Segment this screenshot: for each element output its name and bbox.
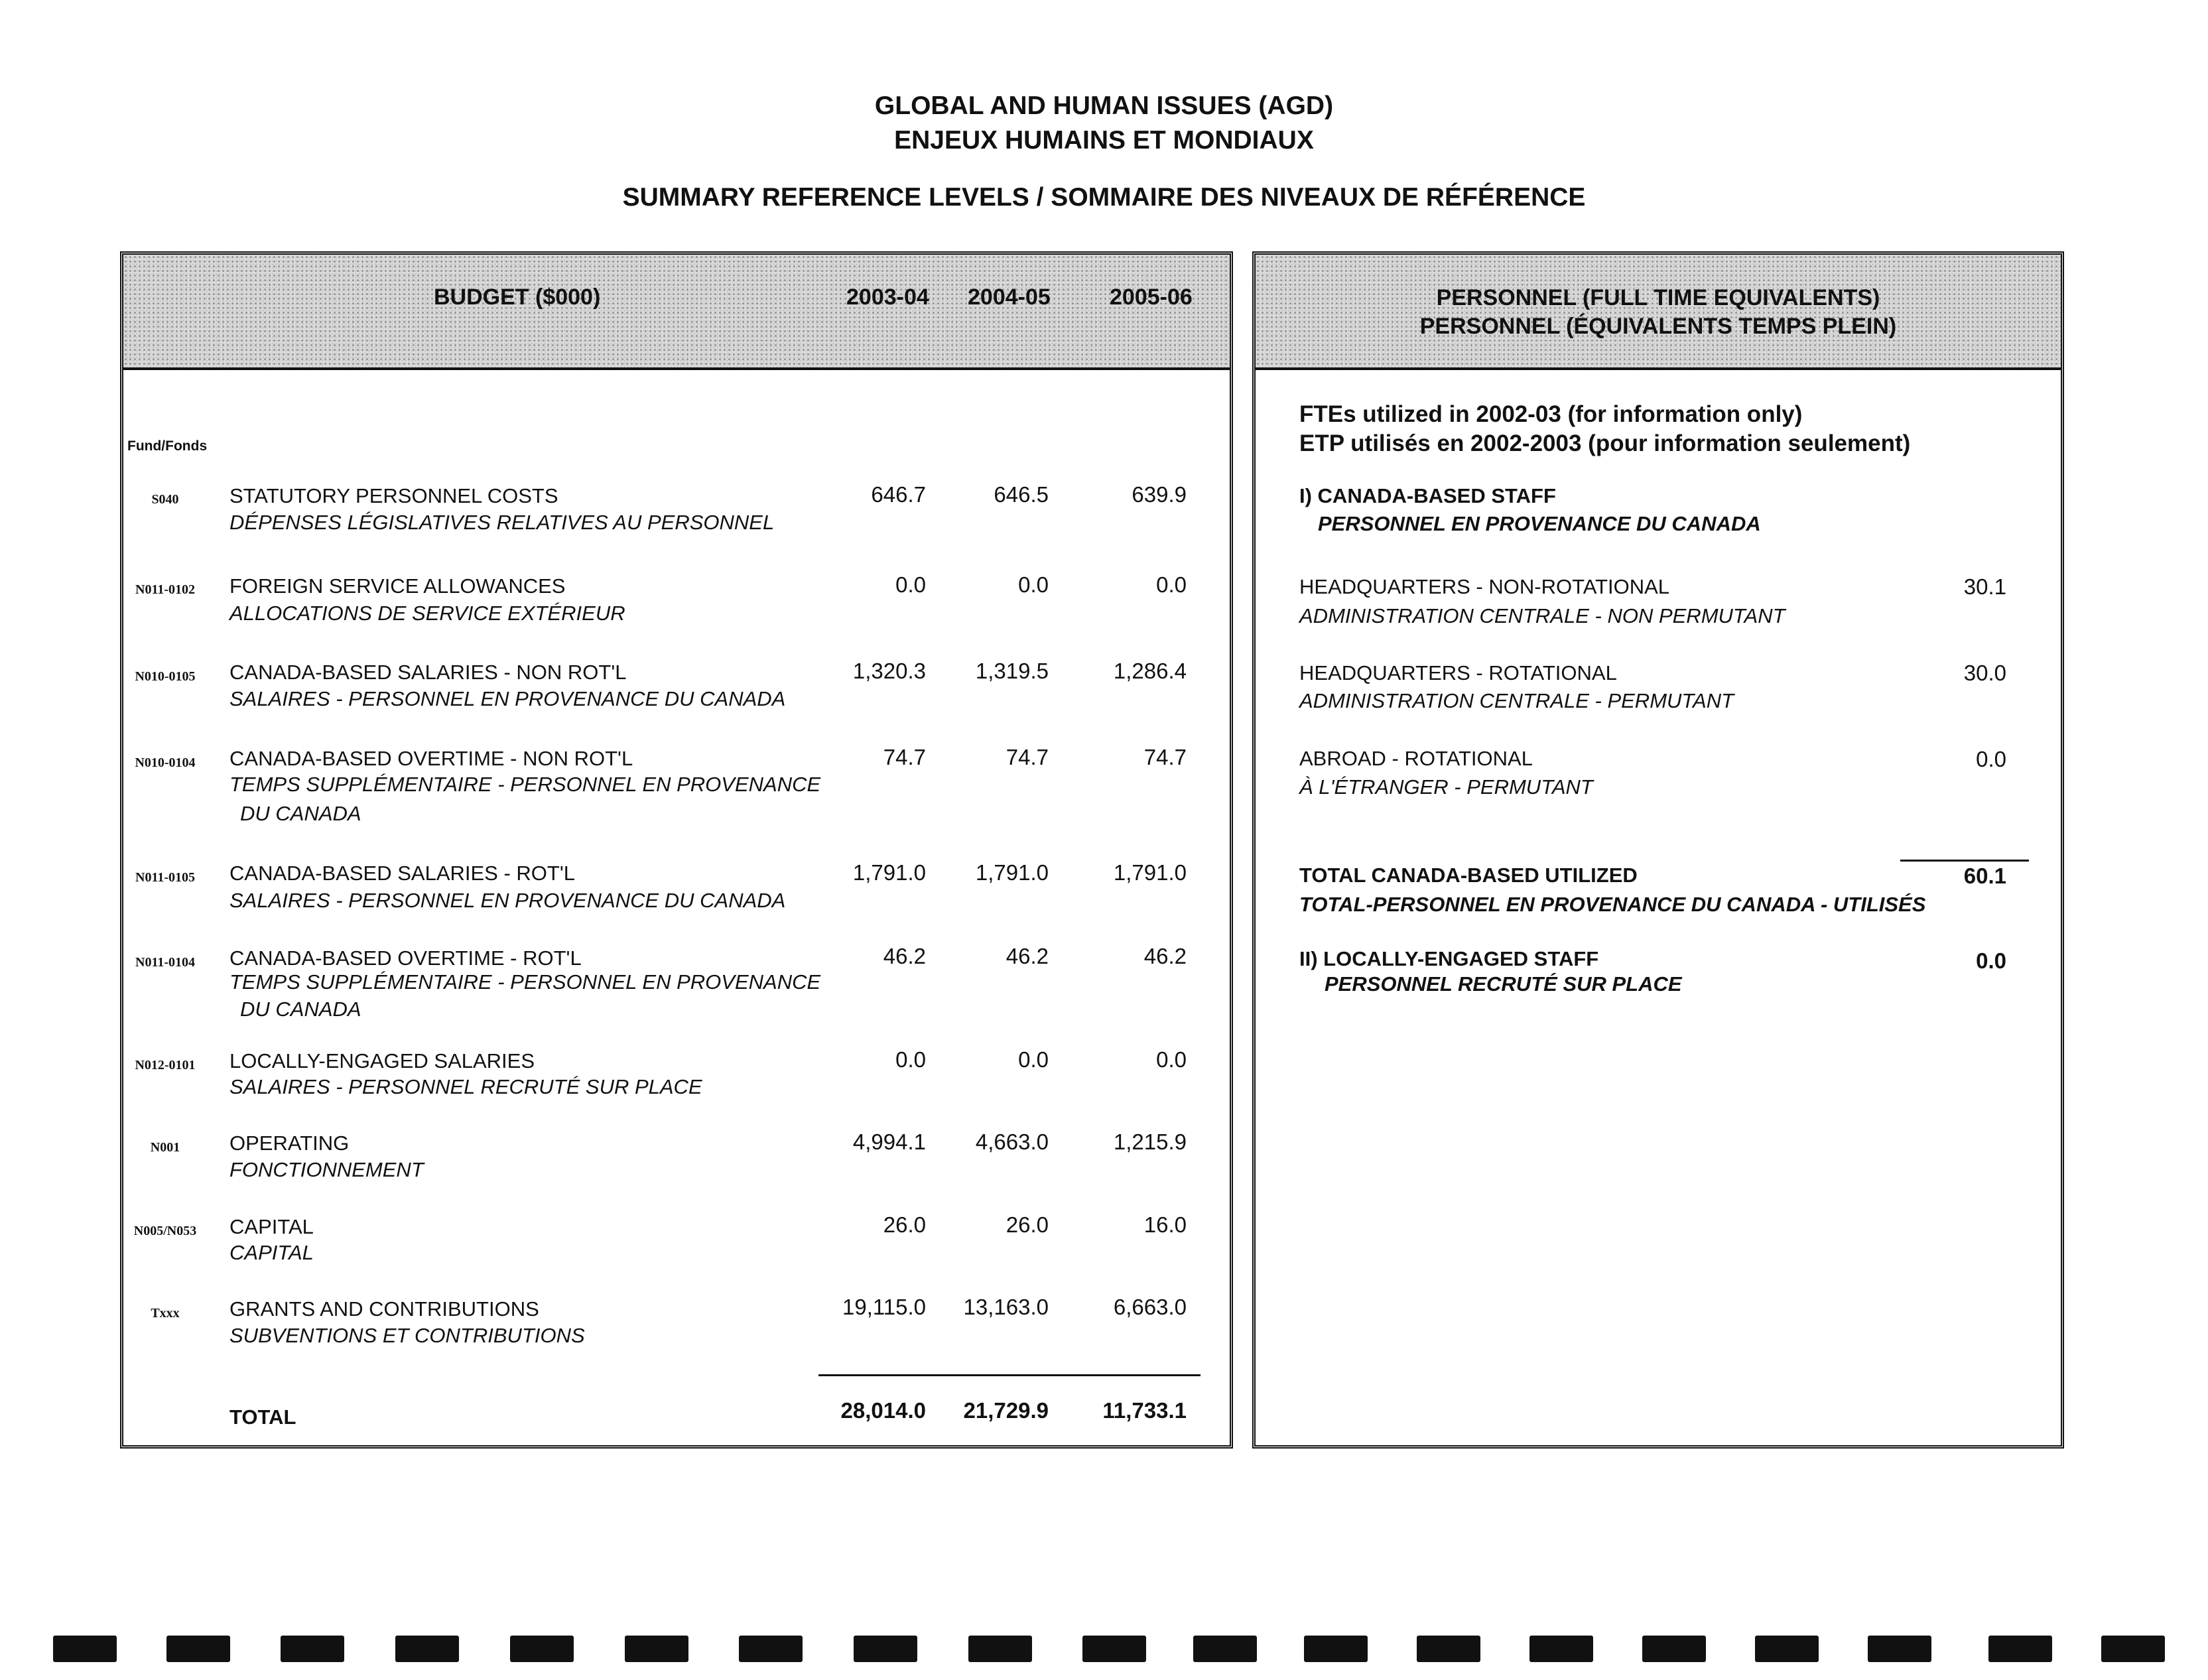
value-2005-06: 639.9 xyxy=(1132,482,1187,507)
scan-mark xyxy=(1868,1636,1931,1662)
value-2004-05: 13,163.0 xyxy=(963,1295,1049,1319)
item-label-fr: TEMPS SUPPLÉMENTAIRE - PERSONNEL EN PROVENANCE xyxy=(229,970,821,994)
total-canada-based-value: 60.1 xyxy=(1963,864,2006,888)
item-label-en: OPERATING xyxy=(229,1131,350,1155)
value-2005-06: 1,791.0 xyxy=(1113,860,1187,885)
total-2003-04: 28,014.0 xyxy=(840,1398,926,1423)
scan-mark xyxy=(510,1636,574,1662)
title-english: GLOBAL AND HUMAN ISSUES (AGD) xyxy=(874,92,1334,120)
item-label-en: CAPITAL xyxy=(229,1215,314,1238)
scan-mark xyxy=(1082,1636,1146,1662)
scan-mark xyxy=(53,1636,117,1662)
item-label-fr: SALAIRES - PERSONNEL RECRUTÉ SUR PLACE xyxy=(229,1075,702,1098)
value-2003-04: 19,115.0 xyxy=(842,1295,926,1319)
personnel-header-band xyxy=(1256,255,2061,370)
staff-label-en: ABROAD - ROTATIONAL xyxy=(1299,747,1533,770)
item-label-en: CANADA-BASED SALARIES - ROT'L xyxy=(229,862,575,885)
fund-code: N011-0102 xyxy=(135,582,195,597)
scan-mark xyxy=(1417,1636,1480,1662)
item-label-en: CANADA-BASED SALARIES - NON ROT'L xyxy=(229,661,627,684)
scan-mark xyxy=(1193,1636,1257,1662)
year-header-2005-06: 2005-06 xyxy=(1110,285,1193,310)
value-2005-06: 16.0 xyxy=(1143,1212,1187,1237)
fte-intro-en: FTEs utilized in 2002-03 (for information only) xyxy=(1299,401,1803,427)
value-2003-04: 26.0 xyxy=(883,1212,926,1237)
scan-mark xyxy=(1755,1636,1819,1662)
scan-mark xyxy=(166,1636,230,1662)
item-label-fr: DÉPENSES LÉGISLATIVES RELATIVES AU PERSONNEL xyxy=(229,511,775,534)
year-header-2004-05: 2004-05 xyxy=(968,285,1051,310)
item-label-fr: TEMPS SUPPLÉMENTAIRE - PERSONNEL EN PROVENANCE xyxy=(229,773,821,796)
scan-mark xyxy=(1642,1636,1706,1662)
value-2004-05: 26.0 xyxy=(1006,1212,1049,1237)
value-2005-06: 1,215.9 xyxy=(1113,1130,1187,1154)
item-label-fr: SUBVENTIONS ET CONTRIBUTIONS xyxy=(229,1324,585,1347)
fund-code: N005/N053 xyxy=(133,1224,197,1238)
value-2004-05: 4,663.0 xyxy=(975,1130,1049,1154)
fund-code: S040 xyxy=(151,492,179,507)
item-label-en: STATUTORY PERSONNEL COSTS xyxy=(229,484,558,507)
section-canada-based-fr: PERSONNEL EN PROVENANCE DU CANADA xyxy=(1318,512,1761,535)
staff-label-en: HEADQUARTERS - NON-ROTATIONAL xyxy=(1299,575,1670,598)
fund-code: Txxx xyxy=(151,1306,180,1321)
fund-code: N010-0104 xyxy=(135,755,196,770)
value-2004-05: 0.0 xyxy=(1018,1047,1049,1072)
scan-mark xyxy=(1988,1636,2052,1662)
scan-mark xyxy=(281,1636,344,1662)
staff-label-fr: À L'ÉTRANGER - PERMUTANT xyxy=(1299,775,1593,799)
value-2003-04: 1,791.0 xyxy=(852,860,926,885)
value-2005-06: 1,286.4 xyxy=(1113,659,1187,683)
scan-mark xyxy=(968,1636,1032,1662)
fund-column-label: Fund/Fonds xyxy=(127,438,208,454)
total-2004-05: 21,729.9 xyxy=(963,1398,1049,1423)
title-french: ENJEUX HUMAINS ET MONDIAUX xyxy=(894,126,1314,155)
value-2004-05: 1,319.5 xyxy=(975,659,1049,683)
value-2004-05: 1,791.0 xyxy=(975,860,1049,885)
item-label-fr-continued: DU CANADA xyxy=(240,802,361,825)
value-2004-05: 0.0 xyxy=(1018,572,1049,597)
fund-code: N011-0105 xyxy=(135,870,195,885)
total-canada-based-fr: TOTAL-PERSONNEL EN PROVENANCE DU CANADA - UTILISÉS xyxy=(1299,893,1926,916)
locally-engaged-value: 0.0 xyxy=(1976,948,2006,973)
section-locally-engaged-fr: PERSONNEL RECRUTÉ SUR PLACE xyxy=(1325,972,1682,996)
value-2003-04: 646.7 xyxy=(871,482,926,507)
scan-mark xyxy=(854,1636,917,1662)
scan-mark xyxy=(395,1636,459,1662)
item-label-en: GRANTS AND CONTRIBUTIONS xyxy=(229,1297,539,1321)
item-label-fr: FONCTIONNEMENT xyxy=(229,1158,424,1181)
item-label-en: LOCALLY-ENGAGED SALARIES xyxy=(229,1049,535,1072)
scan-mark xyxy=(2101,1636,2165,1662)
year-header-2003-04: 2003-04 xyxy=(846,285,929,310)
value-2005-06: 6,663.0 xyxy=(1113,1295,1187,1319)
fund-code: N010-0105 xyxy=(135,669,196,684)
item-label-fr: CAPITAL xyxy=(229,1241,314,1264)
total-2005-06: 11,733.1 xyxy=(1102,1398,1187,1423)
value-2004-05: 74.7 xyxy=(1006,745,1049,769)
fte-value: 30.1 xyxy=(1963,574,2006,599)
value-2005-06: 0.0 xyxy=(1156,572,1187,597)
personnel-heading-fr: PERSONNEL (ÉQUIVALENTS TEMPS PLEIN) xyxy=(1419,314,1897,339)
item-label-fr: SALAIRES - PERSONNEL EN PROVENANCE DU CANADA xyxy=(229,889,786,912)
item-label-en: CANADA-BASED OVERTIME - ROT'L xyxy=(229,946,582,970)
value-2003-04: 0.0 xyxy=(895,572,926,597)
budget-panel xyxy=(120,251,1233,1449)
value-2003-04: 0.0 xyxy=(895,1047,926,1072)
total-rule xyxy=(818,1374,1201,1376)
scan-mark xyxy=(625,1636,688,1662)
total-canada-based-en: TOTAL CANADA-BASED UTILIZED xyxy=(1299,864,1638,887)
item-label-fr-continued: DU CANADA xyxy=(240,998,361,1021)
staff-label-fr: ADMINISTRATION CENTRALE - PERMUTANT xyxy=(1299,689,1734,712)
value-2003-04: 4,994.1 xyxy=(852,1130,926,1154)
value-2004-05: 46.2 xyxy=(1006,944,1049,968)
fte-value: 0.0 xyxy=(1976,747,2006,771)
total-fte-rule xyxy=(1900,860,2029,862)
item-label-en: FOREIGN SERVICE ALLOWANCES xyxy=(229,574,566,598)
fund-code: N012-0101 xyxy=(135,1058,196,1072)
staff-label-fr: ADMINISTRATION CENTRALE - NON PERMUTANT xyxy=(1299,604,1786,627)
scan-mark xyxy=(1529,1636,1593,1662)
summary-title: SUMMARY REFERENCE LEVELS / SOMMAIRE DES NIVEAUX DE RÉFÉRENCE xyxy=(622,183,1586,212)
item-label-fr: SALAIRES - PERSONNEL EN PROVENANCE DU CANADA xyxy=(229,687,786,710)
value-2003-04: 1,320.3 xyxy=(852,659,926,683)
value-2005-06: 74.7 xyxy=(1143,745,1187,769)
value-2003-04: 46.2 xyxy=(883,944,926,968)
personnel-heading-en: PERSONNEL (FULL TIME EQUIVALENTS) xyxy=(1436,285,1880,310)
fund-code: N011-0104 xyxy=(135,955,195,970)
personnel-panel xyxy=(1252,251,2064,1449)
budget-header-band xyxy=(123,255,1230,370)
value-2003-04: 74.7 xyxy=(883,745,926,769)
fte-value: 30.0 xyxy=(1963,661,2006,685)
budget-heading: BUDGET ($000) xyxy=(434,285,601,310)
section-locally-engaged-en: II) LOCALLY-ENGAGED STAFF xyxy=(1299,947,1599,970)
item-label-en: CANADA-BASED OVERTIME - NON ROT'L xyxy=(229,747,633,770)
value-2005-06: 0.0 xyxy=(1156,1047,1187,1072)
total-label: TOTAL xyxy=(229,1405,296,1429)
fte-intro-fr: ETP utilisés en 2002-2003 (pour information seulement) xyxy=(1299,430,1911,456)
scan-mark xyxy=(739,1636,803,1662)
value-2005-06: 46.2 xyxy=(1143,944,1187,968)
staff-label-en: HEADQUARTERS - ROTATIONAL xyxy=(1299,661,1617,684)
scan-mark xyxy=(1304,1636,1368,1662)
section-canada-based-en: I) CANADA-BASED STAFF xyxy=(1299,484,1556,507)
fund-code: N001 xyxy=(150,1140,180,1155)
item-label-fr: ALLOCATIONS DE SERVICE EXTÉRIEUR xyxy=(229,602,625,625)
value-2004-05: 646.5 xyxy=(994,482,1049,507)
